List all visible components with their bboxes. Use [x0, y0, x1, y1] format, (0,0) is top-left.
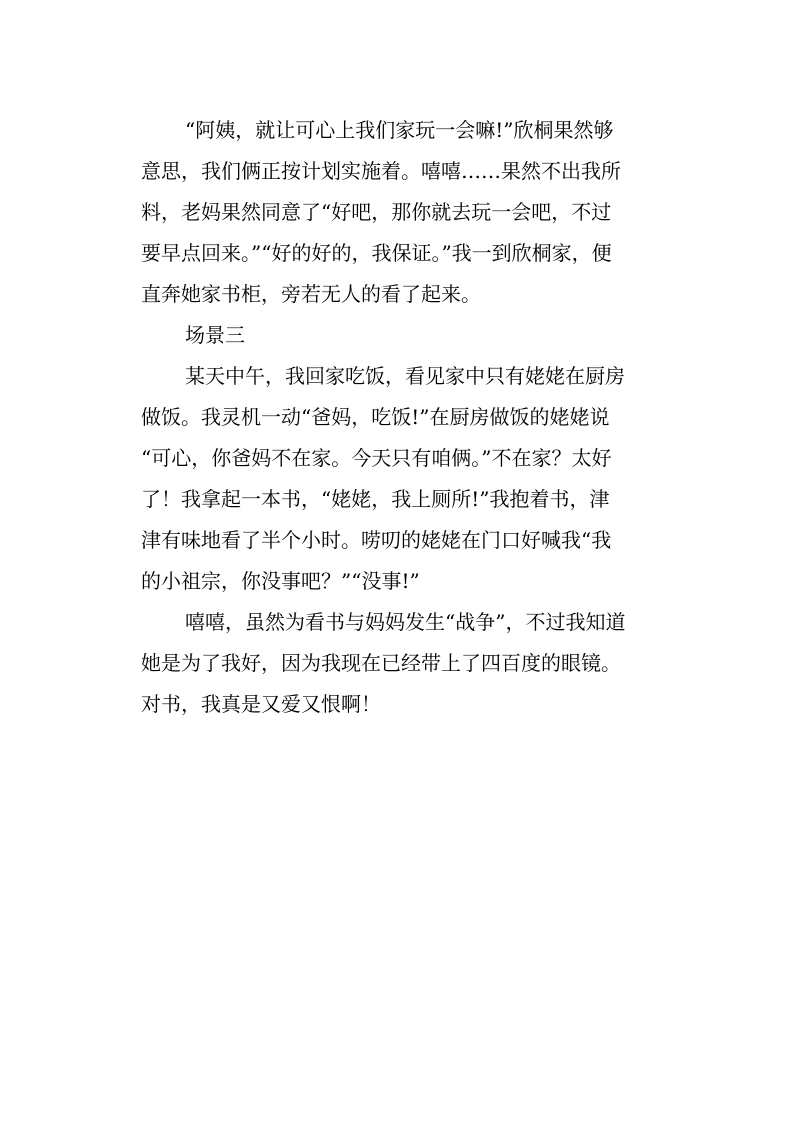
text-line: 直奔她家书柜，旁若无人的看了起来。 [141, 282, 481, 306]
text-line: “可心，你爸妈不在家。今天只有咱俩。”不在家？太好 [141, 446, 612, 470]
text-line: “阿姨，就让可心上我们家玩一会嘛!”欣桐果然够 [185, 118, 614, 142]
paragraph-3 [141, 602, 665, 725]
text-line: 料，老妈果然同意了“好吧，那你就去玩一会吧，不过 [141, 200, 612, 224]
text-line: 某天中午，我回家吃饭，看见家中只有姥姥在厨房 [185, 364, 625, 388]
document-body [141, 110, 665, 725]
text-line: 嘻嘻，虽然为看书与妈妈发生“战争”，不过我知道 [185, 610, 626, 634]
text-line: 她是为了我好，因为我现在已经带上了四百度的眼镜。 [141, 651, 621, 675]
scene-heading: 场景三 [185, 323, 245, 347]
text-line: 对书，我真是又爱又恨啊！ [141, 692, 381, 716]
text-line: 的小祖宗，你没事吧？”“没事!” [141, 569, 420, 593]
paragraph-1 [141, 110, 665, 315]
text-line: 要早点回来。”“好的好的，我保证。”我一到欣桐家，便 [141, 241, 612, 265]
paragraph-2 [141, 356, 665, 602]
text-line: 津有味地看了半个小时。唠叨的姥姥在门口好喊我“我 [141, 528, 612, 552]
section-heading [141, 315, 665, 356]
text-line: 了！我拿起一本书，“姥姥，我上厕所!”我抱着书，津 [141, 487, 610, 511]
text-line: 意思，我们俩正按计划实施着。嘻嘻……果然不出我所 [141, 159, 621, 183]
text-line: 做饭。我灵机一动“爸妈，吃饭!”在厨房做饭的姥姥说 [141, 405, 610, 429]
